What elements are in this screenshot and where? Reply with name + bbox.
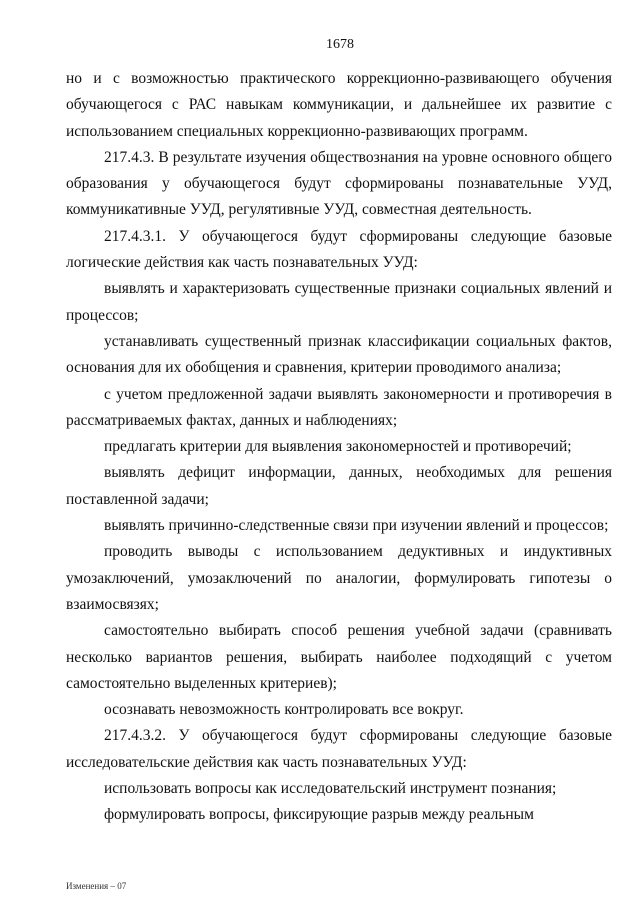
paragraph: использовать вопросы как исследовательский инструмент познания; — [104, 780, 557, 798]
paragraph: осознавать невозможность контролировать все вокруг. — [104, 701, 464, 719]
paragraph: проводить выводы с использованием дедуктивных и индуктивных умозаключений, умозаключений по аналогии, формулировать гипотезы о взаимосвязях; — [66, 543, 612, 613]
paragraph: выявлять дефицит информации, данных, необходимых для решения поставленной задачи; — [66, 464, 612, 508]
paragraph: с учетом предложенной задачи выявлять закономерности и противоречия в рассматриваемых фактах, данных и наблюдениях; — [66, 385, 612, 429]
paragraph: выявлять причинно-следственные связи при изучении явлений и процессов; — [104, 517, 609, 535]
paragraph: но и с возможностью практического коррекционно-развивающего обучения обучающегося с РАС навыкам коммуникации, и дальнейшее их развитие с использованием специальных коррекционно-развивающих программ. — [66, 70, 612, 140]
paragraph: формулировать вопросы, фиксирующие разрыв между реальным — [104, 806, 534, 824]
page-number: 1678 — [326, 37, 354, 52]
footer-note: Изменения – 07 — [66, 881, 127, 891]
paragraph: 217.4.3. В результате изучения обществознания на уровне основного общего образования у обучающегося будут сформированы познавательные УУД, коммуникативные УУД, регулятивные УУД, совместная деятельность. — [66, 148, 612, 219]
paragraph: выявлять и характеризовать существенные признаки социальных явлений и процессов; — [66, 280, 612, 324]
paragraph: 217.4.3.2. У обучающегося будут сформированы следующие базовые исследовательские действия как часть познавательных УУД: — [66, 727, 612, 771]
paragraph: 217.4.3.1. У обучающегося будут сформированы следующие базовые логические действия как часть познавательных УУД: — [66, 227, 612, 272]
paragraph: предлагать критерии для выявления закономерностей и противоречий; — [104, 438, 572, 456]
paragraph: устанавливать существенный признак классификации социальных фактов, основания для их обобщения и сравнения, критерии проводимого анализа; — [66, 332, 612, 377]
paragraph: самостоятельно выбирать способ решения учебной задачи (сравнивать несколько вариантов решения, выбирать наиболее подходящий с учетом самостоятельно выделенных критериев); — [66, 622, 612, 692]
body-text — [66, 66, 612, 829]
